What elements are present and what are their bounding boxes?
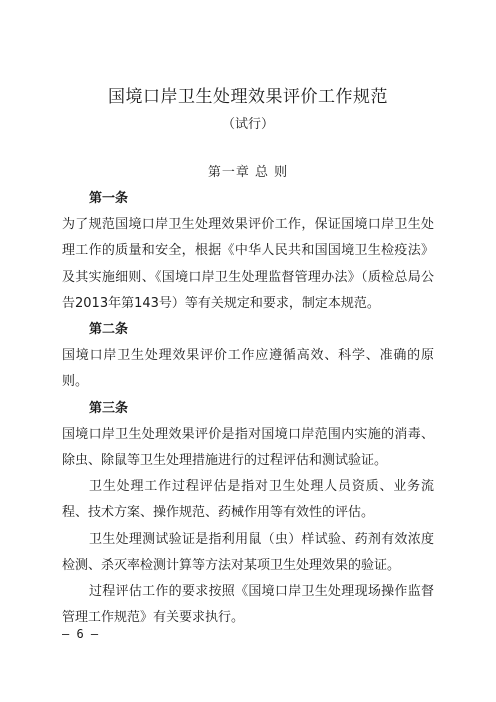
page-number: — 6 — [62,627,99,641]
document-title: 国境口岸卫生处理效果评价工作规范 [108,87,388,107]
article-3-paragraph-3: 卫生处理测试验证是指利用鼠（虫）样试验、药剂有效浓度检测、杀灭率检测计算等方法对某项卫生处理效果的验证。 [62,531,434,573]
article-2-paragraph-1: 国境口岸卫生处理效果评价工作应遵循高效、科学、准确的原则。 [62,348,434,390]
article-3-paragraph-1: 国境口岸卫生处理效果评价是指对国境口岸范围内实施的消毒、除虫、除鼠等卫生处理措施进行的过程评估和测试验证。 [62,426,434,469]
document-subtitle: （试行） [221,117,274,132]
article-heading-2: 第二条 [89,322,129,338]
article-heading-1: 第一条 [89,191,129,206]
document-body [62,186,434,631]
article-3-paragraph-2: 卫生处理工作过程评估是指对卫生处理人员资质、业务流程、技术方案、操作规范、药械作用等有效性的评估。 [62,479,434,521]
article-1-paragraph-1: 为了规范国境口岸卫生处理效果评价工作，保证国境口岸卫生处理工作的质量和安全，根据《中华人民共和国国境卫生检疫法》及其实施细则、《国境口岸卫生处理监督管理办法》（质检总局公告2013年第143号）等有关规定和要求，制定本规范。 [62,217,434,311]
article-heading-3: 第三条 [89,400,129,416]
article-3-paragraph-4: 过程评估工作的要求按照《国境口岸卫生处理现场操作监督管理工作规范》有关要求执行。 [62,584,434,626]
chapter-heading: 第一章 总 则 [207,165,289,180]
